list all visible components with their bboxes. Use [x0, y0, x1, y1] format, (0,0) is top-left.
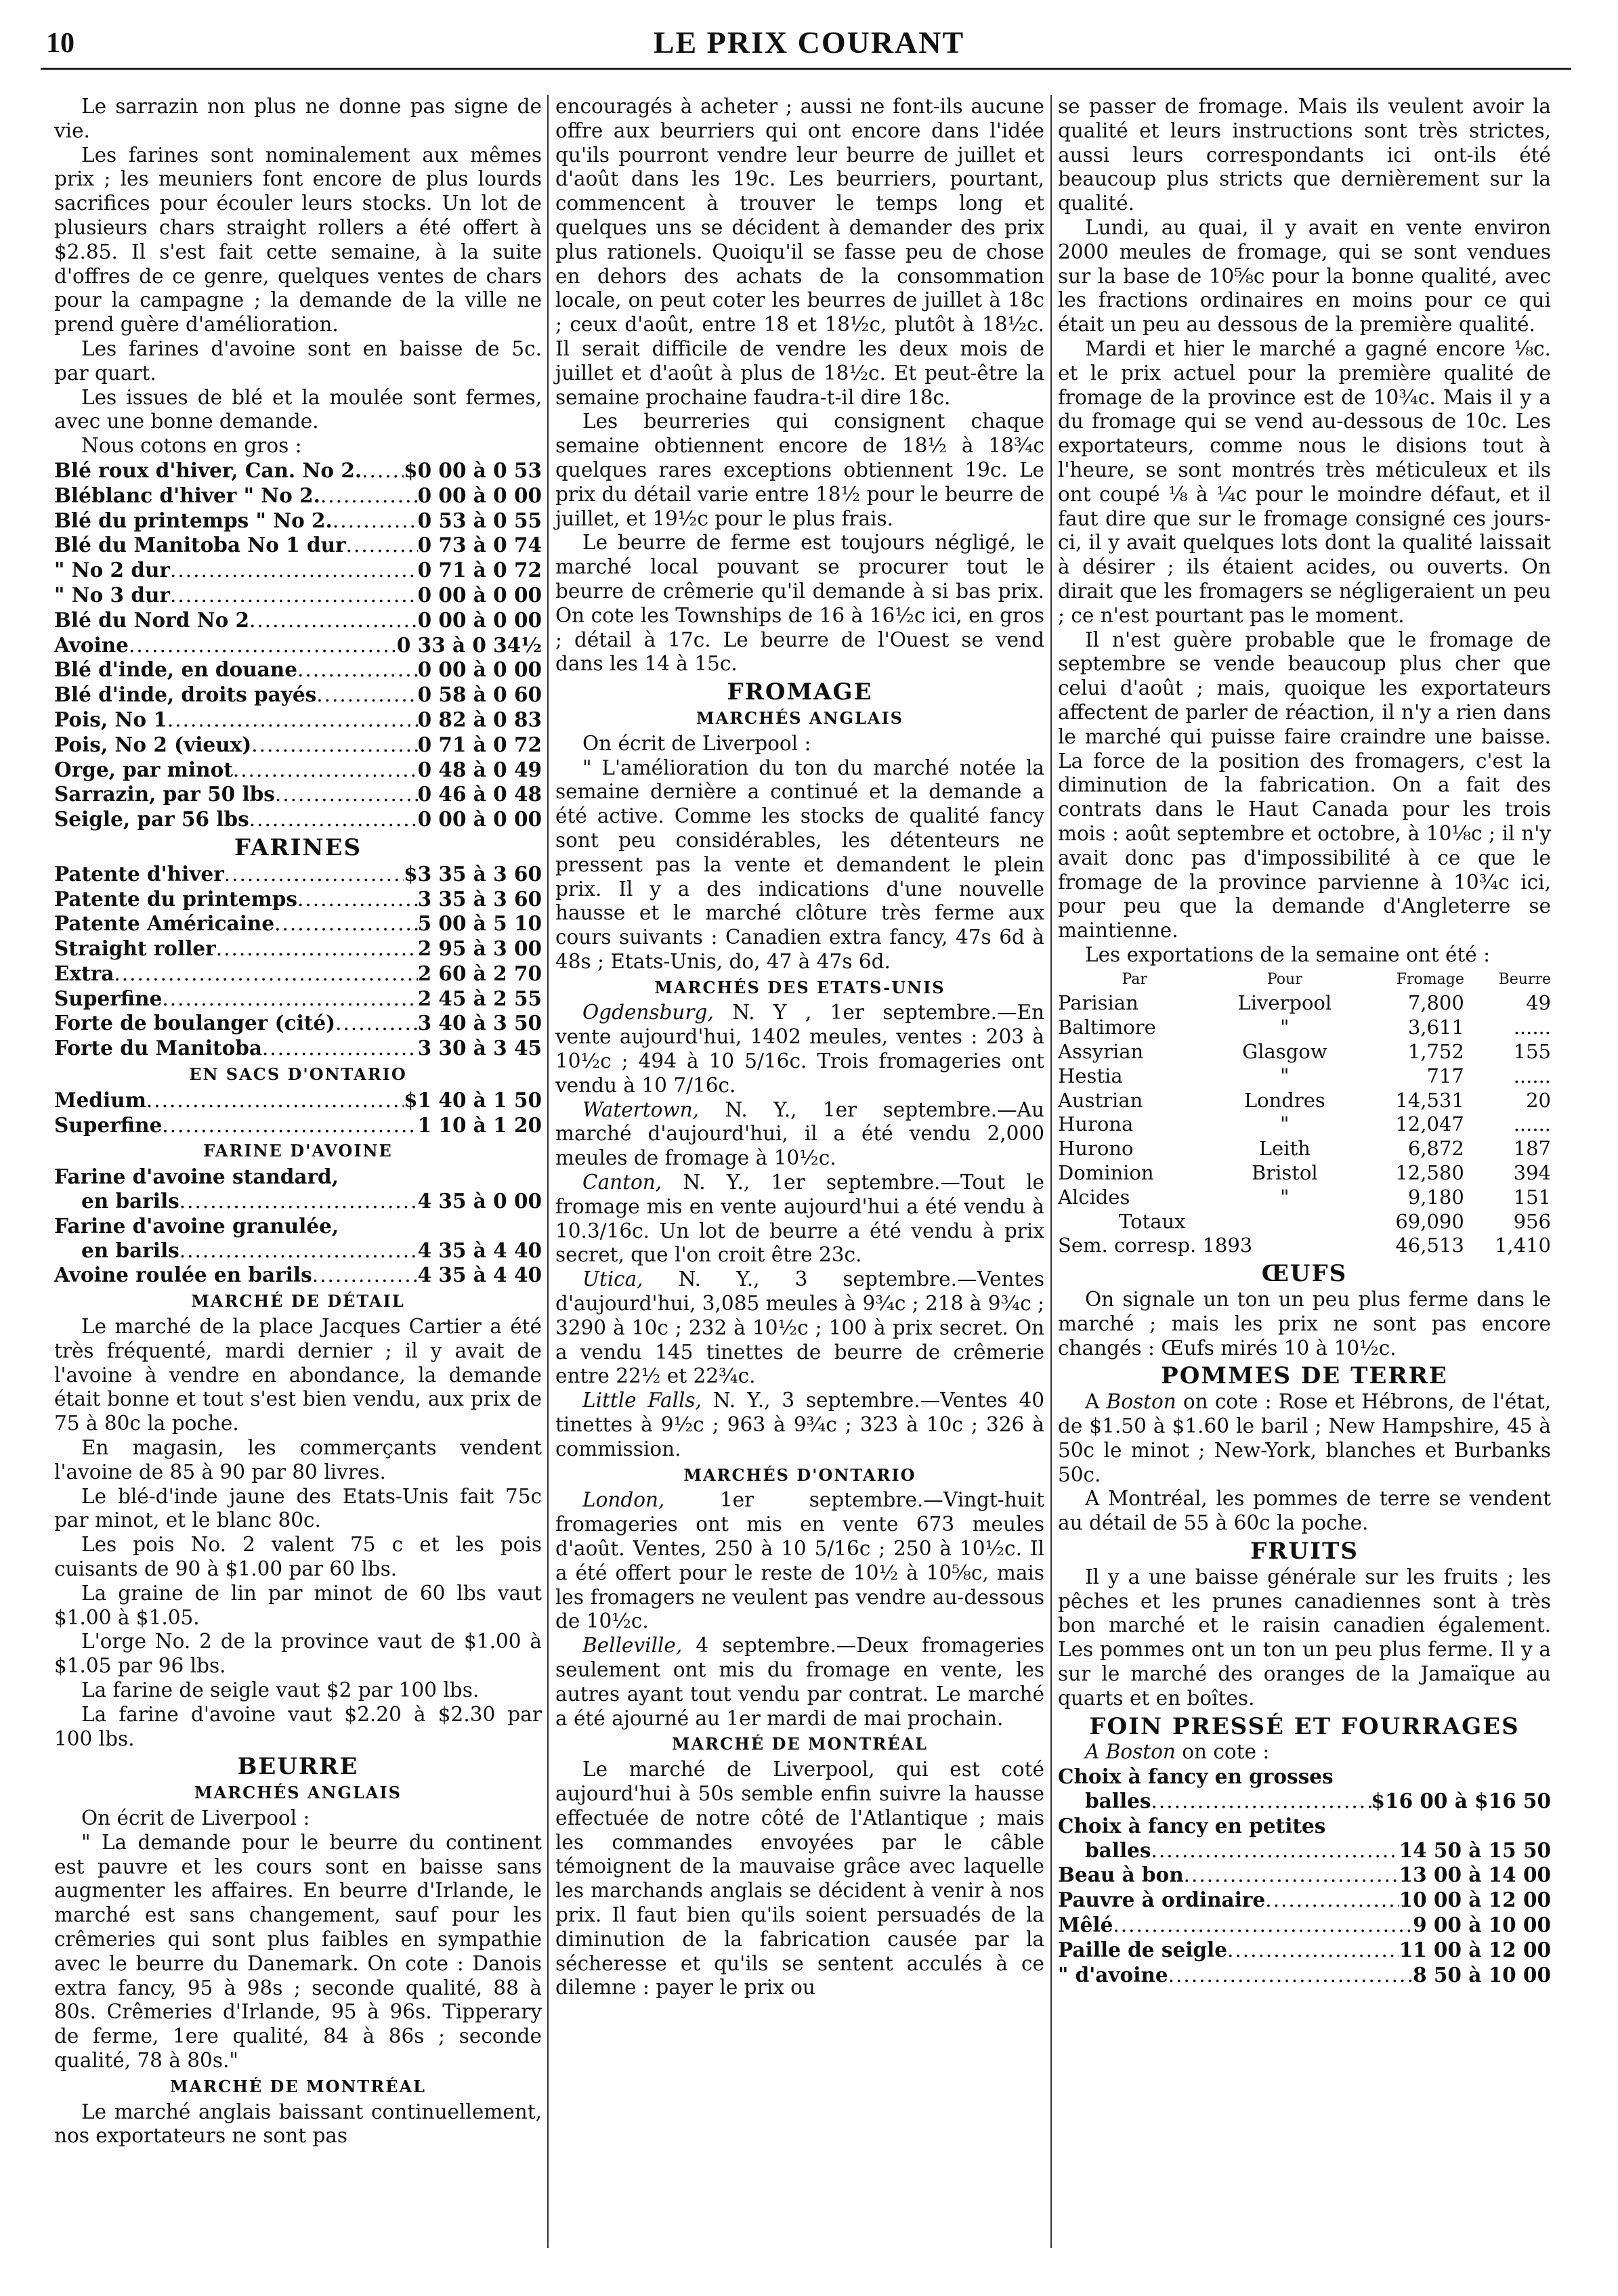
price-row — [54, 961, 542, 987]
column-2 — [555, 95, 1044, 2000]
section-heading: FROMAGE — [727, 678, 873, 706]
item-name: Patente Américaine — [54, 911, 275, 936]
item-name: balles — [1085, 1788, 1151, 1813]
sub-heading: MARCHÉ DE DÉTAIL — [191, 1291, 405, 1312]
price-row — [54, 911, 542, 936]
leader-dots — [262, 1037, 418, 1061]
table-row — [1058, 1040, 1551, 1064]
leader-dots — [297, 658, 418, 683]
price-value: 0 71 à 0 72 — [417, 732, 542, 756]
cell-pour: Leith — [1258, 1137, 1311, 1161]
leader-dots — [162, 1114, 417, 1138]
text: on cote : — [1175, 1740, 1270, 1764]
leader-dots — [162, 987, 417, 1012]
price-row — [54, 683, 542, 708]
price-row — [1058, 1938, 1551, 1963]
sub-heading: MARCHÉS ANGLAIS — [696, 708, 903, 728]
paragraph: La farine de seigle vaut $2 par 100 lbs. — [81, 1678, 480, 1702]
price-row — [54, 657, 542, 683]
totals-row — [1058, 1210, 1551, 1234]
price-row — [54, 508, 542, 534]
price-row — [54, 558, 542, 583]
paragraph: Mardi et hier le marché a gagné encore ⅛c. et le prix actuel pour la première qualité de fromage de la province est de 10¾c. Mais il y a du fromage qui se vend au-dessous de 10c. Les exportateurs, comme nous le disions tout à l'heure, se sont montrés très méticuleux et ils ont coupé ⅛ à ¼c pour le moindre défaut, et il faut dire que sur le fromage consigné ces jours-ci, il y avait quelques lots dont la qualité laissait à désirer ; ils étaient acides, ou ouverts. On dirait que les fromagers se négligeraient un peu ; ce n'est pourtant pas le moment. — [1058, 337, 1551, 627]
leader-dots — [1265, 1888, 1399, 1913]
paragraph: A Montréal, les pommes de terre se vendent au détail de 55 à 60c la poche. — [1058, 1487, 1551, 1535]
item-label: Farine d'avoine standard, — [54, 1165, 339, 1189]
item-name: Forte du Manitoba — [54, 1036, 263, 1060]
column-header: Par — [1122, 970, 1147, 988]
item-name: Orge, par minot — [54, 757, 233, 781]
cell-fromage: 12,580 — [1395, 1161, 1464, 1185]
price-value: 2 60 à 2 70 — [417, 961, 542, 985]
price-row — [54, 708, 542, 733]
price-value: 0 00 à 0 00 — [417, 807, 542, 831]
table-row — [1058, 1016, 1551, 1040]
price-value: 2 95 à 3 00 — [417, 936, 542, 961]
price-row — [54, 1238, 542, 1263]
price-row — [1058, 1888, 1551, 1913]
price-row — [1058, 1789, 1551, 1814]
price-value: 8 50 à 10 00 — [1413, 1962, 1551, 1987]
item-name: Patente d'hiver — [54, 861, 224, 886]
paragraph: Les beurreries qui consignent chaque semaine obtiennent encore de 18½ à 18¾c quelques rares exceptions obtiennent 19c. Le prix du détail varie entre 18½ pour le beurre de juillet, et 19½c pour le plus frais. — [555, 410, 1044, 530]
leader-dots — [167, 708, 418, 733]
item-name: " No 3 dur — [54, 582, 170, 607]
cell-par: Baltimore — [1058, 1016, 1156, 1039]
section-heading: BEURRE — [237, 1753, 359, 1781]
oat-flour-price-list — [54, 1165, 542, 1288]
item-name: Pauvre à ordinaire — [1058, 1888, 1266, 1912]
price-value: 0 71 à 0 72 — [417, 558, 542, 582]
leader-dots — [1227, 1938, 1399, 1963]
item-name: Blé du printemps " No 2. — [54, 508, 333, 532]
price-value: 4 35 à 0 00 — [417, 1189, 542, 1213]
price-value: 0 48 à 0 49 — [417, 757, 542, 781]
sub-heading: FARINE D'AVOINE — [203, 1141, 393, 1161]
leader-dots — [216, 937, 418, 961]
item-name: Seigle, par 56 lbs — [54, 807, 249, 831]
item-name: Straight roller — [54, 936, 216, 961]
cell-fromage: 7,800 — [1407, 991, 1464, 1015]
cell-par: Alcides — [1058, 1185, 1130, 1209]
item-label: Choix à fancy en petites — [1058, 1813, 1326, 1838]
cell-pour: Glasgow — [1242, 1040, 1327, 1064]
price-row — [54, 733, 542, 758]
column-3 — [1058, 95, 1551, 1987]
item-name: Patente du printemps — [54, 886, 298, 911]
price-value: 11 00 à 12 00 — [1399, 1937, 1551, 1962]
price-row — [1058, 1863, 1551, 1888]
paragraph — [1058, 1740, 1551, 1764]
place-name: A Boston — [1085, 1740, 1176, 1764]
cell-fromage: 9,180 — [1407, 1185, 1464, 1209]
leader-dots — [251, 733, 417, 758]
previous-year-label: Sem. corresp. 1893 — [1058, 1234, 1253, 1257]
cell-beurre: ...... — [1513, 1064, 1551, 1087]
previous-year-row — [1058, 1234, 1551, 1258]
price-row — [54, 1263, 542, 1288]
item-name: Blé roux d'hiver, Can. No 2. — [54, 458, 362, 482]
market-report — [555, 1171, 1044, 1268]
price-value: 0 58 à 0 60 — [417, 683, 542, 707]
report-text: 4 septembre.—Deux fromageries seulement ont mis du fromage en vente, les autres ayant tout vendu par contrat. Le marché a été ajourné au 1er mardi de mai prochain. — [555, 1634, 1044, 1730]
paragraph: Le beurre de ferme est toujours négligé, le marché local pouvant se procurer tout le beurre de crêmerie qu'il demande à si bas prix. On cote les Townships de 16 à 16½c ici, en gros ; détail à 17c. Le beurre de l'Ouest se vend dans les 14 à 15c. — [555, 531, 1044, 676]
cell-par: Hurona — [1058, 1112, 1134, 1136]
price-row — [54, 758, 542, 783]
price-value: 14 50 à 15 50 — [1399, 1838, 1551, 1862]
section-heading: FARINES — [234, 833, 362, 861]
price-value: 3 30 à 3 45 — [417, 1036, 542, 1060]
leader-dots — [249, 609, 418, 633]
cell-fromage: 14,531 — [1395, 1088, 1464, 1112]
price-row — [1058, 1838, 1551, 1863]
cell-par: Austrian — [1058, 1088, 1143, 1112]
price-row — [1058, 1913, 1551, 1938]
column-divider — [547, 95, 549, 2248]
leader-dots — [1184, 1863, 1399, 1888]
cell-beurre: 394 — [1513, 1161, 1551, 1185]
price-value: $16 00 à $16 50 — [1371, 1788, 1551, 1813]
market-report — [555, 1389, 1044, 1461]
cell-pour: Liverpool — [1237, 991, 1332, 1015]
report-text: N. Y , 1er septembre.—En vente aujourd'hui, 1402 meules, ventes : 203 à 10½c ; 494 à 10 5/16c. Trois fromageries ont vendu à 10 7/16c. — [555, 1001, 1044, 1097]
price-row — [54, 483, 542, 508]
leader-dots — [224, 863, 404, 887]
price-row — [54, 862, 542, 887]
item-label: Choix à fancy en grosses — [1058, 1764, 1334, 1789]
leader-dots — [320, 484, 418, 508]
hay-price-list — [1058, 1764, 1551, 1987]
retail-market-text — [54, 1315, 542, 1751]
item-name: Superfine — [54, 1112, 163, 1137]
table-row — [1058, 1161, 1551, 1186]
paragraph: encouragés à acheter ; aussi ne font-ils aucune offre aux beurriers qui ont encore dans l'idée qu'ils pourront vendre leur beurre de juillet et d'août dans les 19c. Les beurriers, pourtant, commencent à trouver le temps long et quelques uns se décident à demander des prix plus rationels. Quoiqu'il se fasse peu de chose en dehors des achats de la consommation locale, on peut coter les beurres de juillet à 18c ; ceux d'août, entre 18 et 18½c, plutôt à 18½c. Il serait difficile de vendre les deux mois de juillet et d'août à plus de 18½c. Et peut-être la semaine prochaine faudra-t-il dire 18c. — [555, 95, 1044, 409]
price-row — [54, 1036, 542, 1061]
previous-year-fromage: 46,513 — [1395, 1234, 1464, 1257]
leader-dots — [1151, 1839, 1399, 1863]
price-row — [54, 608, 542, 633]
price-value: 4 35 à 4 40 — [417, 1263, 542, 1287]
leader-dots — [233, 758, 418, 783]
page-title: LE PRIX COURANT — [653, 25, 965, 60]
price-value: 0 33 à 0 34½ — [396, 632, 542, 657]
item-name: Forte de boulanger (cité) — [54, 1011, 336, 1035]
paragraph: Les farines sont nominalement aux mêmes prix ; les meuniers font encore de plus lourds sacrifices pour écouler leurs stocks. Un lot de plusieurs chars straight rollers a été offert à $2.85. Il s'est fait cette semaine, à la suite d'offres de ce genre, quelques ventes de chars pour la campagne ; la demande de la ville ne prend guère d'amélioration. — [54, 143, 542, 337]
table-row — [1058, 1112, 1551, 1137]
paragraph: Le sarrazin non plus ne donne pas signe de vie. — [54, 95, 542, 142]
us-markets-list — [555, 1001, 1044, 1461]
sub-heading: MARCHÉ DE MONTRÉAL — [169, 2076, 427, 2096]
price-value: 1 10 à 1 20 — [417, 1112, 542, 1137]
paragraph: La graine de lin par minot de 60 lbs vaut $1.00 à $1.05. — [54, 1581, 542, 1629]
cell-par: Assyrian — [1058, 1040, 1144, 1064]
sub-heading: EN SACS D'ONTARIO — [189, 1064, 407, 1085]
price-row — [54, 936, 542, 961]
flour-price-list — [54, 862, 542, 1061]
paragraph: Lundi, au quai, il y avait en vente environ 2000 meules de fromage, qui se sont vendues sur la base de 10⅝c pour la bonne qualité, avec les fractions ordinaires en moins pour ce qui était un peu au dessous de la première qualité. — [1058, 215, 1551, 337]
paragraph: Le marché de Liverpool, qui est coté aujourd'hui à 50s semble enfin suivre la hausse effectuée de notre côté de l'Atlantique ; mais les commandes envoyées par le câble témoignent de la mauvaise grâce avec laquelle les marchands anglais se décident à venir à nos prix. Il faut bien qu'ils soient persuadés de la diminution de la fabrication causée par la sécheresse et qu'ils se sentent acculés à ce dilemne : payer le prix ou — [555, 1758, 1044, 1999]
cell-par: Hurono — [1058, 1137, 1134, 1161]
leader-dots — [1113, 1913, 1413, 1938]
cell-beurre: 151 — [1513, 1185, 1551, 1209]
paragraph: L'orge No. 2 de la province vaut de $1.00 à $1.05 par 96 lbs. — [54, 1630, 542, 1678]
totals-beurre: 956 — [1513, 1209, 1551, 1233]
cell-fromage: 3,611 — [1407, 1016, 1464, 1039]
item-name: balles — [1085, 1838, 1151, 1862]
previous-year-beurre: 1,410 — [1494, 1234, 1551, 1257]
item-name: Avoine roulée en barils — [54, 1263, 312, 1287]
table-row — [1058, 1186, 1551, 1210]
paragraph: On écrit de Liverpool : — [81, 1806, 310, 1829]
sub-heading: MARCHÉS ANGLAIS — [194, 1783, 402, 1803]
price-row — [54, 1088, 542, 1113]
item-label: Farine d'avoine granulée, — [54, 1213, 339, 1238]
paragraph: " L'amélioration du ton du marché notée la semaine dernière a continué et la demande a été active. Comme les stocks de qualité fancy sont peu considérables, les détenteurs ne pressent pas la vente et demandent le plein prix. Il y a des indications d'une nouvelle hausse et le marché clôture très ferme aux cours suivants : Canadien extra fancy, 47s 6d à 48s ; Etats-Unis, do, 47 à 47s 6d. — [555, 756, 1044, 973]
item-name: en barils — [81, 1238, 179, 1262]
place-name: Canton, — [582, 1171, 662, 1194]
price-value: 3 40 à 3 50 — [417, 1011, 542, 1035]
price-value: 0 00 à 0 00 — [417, 582, 542, 607]
cell-beurre: ...... — [1513, 1112, 1551, 1136]
cell-pour: Bristol — [1251, 1161, 1318, 1185]
column-divider — [1050, 95, 1052, 2248]
table-row — [1058, 1089, 1551, 1113]
price-value: 0 53 à 0 55 — [417, 508, 542, 532]
item-name: Blé d'inde, droits payés — [54, 683, 317, 707]
price-value: 3 35 à 3 60 — [417, 886, 542, 911]
report-text: N. Y., 3 septembre.—Ventes d'aujourd'hui, 3,085 meules à 9¾c ; 218 à 9¾c ; 3290 à 10c ; 232 à 10½c ; 100 à prix secret. On a vendu 145 tinettes de beurre de crêmerie entre 22½ et 22¾c. — [555, 1268, 1044, 1388]
price-row — [54, 807, 542, 832]
report-text: N. Y., 1er septembre.—Au marché d'aujourd'hui, il a été vendu 2,000 meules de fromage à 10½c. — [555, 1098, 1044, 1170]
price-value: 0 82 à 0 83 — [417, 707, 542, 731]
price-row — [54, 987, 542, 1012]
paragraph: On écrit de Liverpool : — [582, 731, 811, 755]
price-value: 0 46 à 0 48 — [417, 782, 542, 806]
sub-heading: MARCHÉS DES ETATS-UNIS — [654, 977, 945, 997]
report-text: N. Y., 1er septembre.—Tout le fromage mis en vente aujourd'hui a été vendu à 10.3/16c. Un lot de beurre a été vendu à prix secret, que l'on croit être 23c. — [555, 1171, 1044, 1267]
cell-beurre: 49 — [1526, 991, 1551, 1015]
market-report — [555, 1268, 1044, 1389]
leader-dots — [333, 509, 418, 534]
cell-beurre: 187 — [1513, 1137, 1551, 1161]
item-name: Blé du Nord No 2 — [54, 607, 250, 632]
paragraph: se passer de fromage. Mais ils veulent avoir la qualité et leurs instructions sont très strictes, aussi leurs correspondants ici ont-ils été beaucoup plus stricts que dernièrement sur la qualité. — [1058, 95, 1551, 215]
item-name: Pois, No 1 — [54, 707, 167, 731]
price-value: 0 00 à 0 00 — [417, 657, 542, 682]
grain-price-list — [54, 458, 542, 832]
report-text: N. Y., 3 septembre.—Ventes 40 tinettes à 9½c ; 963 à 9¾c ; 323 à 10c ; 326 à commission. — [555, 1389, 1044, 1460]
item-name: Blé du Manitoba No 1 dur — [54, 533, 346, 557]
text: on cote : Rose et Hébrons, de l'état, de $1.50 à $1.60 le baril ; New Hampshire, 45 à 50c le minot ; New-York, blanches et Burbanks 50c. — [1058, 1390, 1551, 1486]
price-value: 9 00 à 10 00 — [1413, 1912, 1551, 1936]
leader-dots — [170, 559, 418, 583]
item-name: Superfine — [54, 986, 163, 1010]
ontario-markets-list — [555, 1488, 1044, 1731]
cell-pour: " — [1280, 1064, 1290, 1087]
leader-dots — [362, 459, 404, 483]
paragraph: Le marché anglais baissant continuellement, nos exportateurs ne sont pas — [54, 2100, 542, 2148]
table-header-row — [1058, 968, 1551, 992]
leader-dots — [346, 534, 418, 558]
price-value: 5 00 à 5 10 — [417, 911, 542, 936]
place-name: Boston — [1106, 1390, 1176, 1414]
cell-fromage: 12,047 — [1395, 1112, 1464, 1136]
market-report — [555, 1634, 1044, 1731]
sacks-price-list — [54, 1088, 542, 1138]
paragraph: La farine d'avoine vaut $2.20 à $2.30 par 100 lbs. — [54, 1702, 542, 1750]
market-report — [555, 1001, 1044, 1098]
leader-dots — [179, 1190, 418, 1214]
paragraph: On signale un ton un peu plus ferme dans le marché ; mais les prix ne sont pas encore changés : Œufs mirés 10 à 10½c. — [1058, 1288, 1551, 1360]
price-row — [54, 887, 542, 912]
item-name: " No 2 dur — [54, 558, 170, 582]
item-name: en barils — [81, 1189, 179, 1213]
place-name: Watertown, — [582, 1098, 700, 1121]
totals-label: Totaux — [1119, 1209, 1186, 1233]
paragraph: En magasin, les commerçants vendent l'avoine de 85 à 90 par 80 livres. — [54, 1436, 542, 1483]
section-heading: ŒUFS — [1261, 1260, 1348, 1288]
column-1 — [54, 95, 542, 2148]
cell-par: Dominion — [1058, 1161, 1154, 1185]
cell-pour: Londres — [1243, 1088, 1325, 1112]
cell-pour: " — [1280, 1185, 1290, 1209]
price-value: $3 35 à 3 60 — [404, 861, 542, 886]
item-name: Pois, No 2 (vieux) — [54, 732, 252, 756]
item-name: Paille de seigle — [1058, 1937, 1228, 1962]
market-report — [555, 1098, 1044, 1171]
section-heading: POMMES DE TERRE — [1161, 1362, 1448, 1390]
leader-dots — [249, 808, 418, 832]
section-heading: FOIN PRESSÉ ET FOURRAGES — [1089, 1712, 1520, 1740]
price-row — [54, 633, 542, 658]
leader-dots — [274, 912, 418, 936]
text: A — [1085, 1390, 1107, 1414]
item-name: Avoine — [54, 632, 129, 657]
leader-dots — [1151, 1790, 1371, 1814]
item-name: Beau à bon — [1058, 1863, 1184, 1887]
leader-dots — [146, 1089, 404, 1113]
totals-fromage: 69,090 — [1395, 1209, 1464, 1233]
price-value: 0 73 à 0 74 — [417, 533, 542, 557]
paragraph — [1058, 1390, 1551, 1487]
price-value: 4 35 à 4 40 — [417, 1238, 542, 1262]
item-name: Blé d'inde, en douane — [54, 657, 297, 682]
leader-dots — [297, 888, 418, 912]
table-row — [1058, 1064, 1551, 1089]
paragraph: Nous cotons en gros : — [81, 434, 302, 458]
price-row — [54, 782, 542, 807]
leader-dots — [179, 1239, 418, 1263]
price-row — [54, 1113, 542, 1138]
place-name: Utica, — [582, 1268, 643, 1291]
price-row — [54, 583, 542, 608]
table-row — [1058, 1137, 1551, 1161]
sub-heading: MARCHÉS D'ONTARIO — [683, 1465, 916, 1485]
paragraph: Il n'est guère probable que le fromage de septembre se vende beaucoup plus cher que celui d'août ; mais, quoique les exportateurs affectent de parler de réaction, il n'y a rien dans le marché qui puisse faire craindre une baisse. La force de la position des fromagers, c'est la diminution de la fabrication. On a fait des contrats dans le Haut Canada pour les trois mois : août septembre et octobre, à 10⅛c ; il n'y avait donc pas d'impossibilité à ce que le fromage de la province parvienne à 10¾c ici, pour peu que la demande d'Angleterre se maintienne. — [1058, 628, 1551, 943]
price-row — [1058, 1963, 1551, 1988]
place-name: Ogdensburg, — [582, 1001, 714, 1024]
place-name: Little Falls, — [582, 1389, 702, 1412]
item-name: Mêlé — [1058, 1912, 1113, 1936]
column-header: Fromage — [1396, 970, 1464, 988]
paragraph: Les farines d'avoine sont en baisse de 5c. par quart. — [54, 337, 542, 385]
leader-dots — [1168, 1964, 1413, 1988]
page-number: 10 — [46, 28, 74, 59]
item-name: " d'avoine — [1058, 1962, 1168, 1987]
price-value: 13 00 à 14 00 — [1399, 1863, 1551, 1887]
leader-dots — [312, 1263, 418, 1288]
cell-beurre: ...... — [1513, 1016, 1551, 1039]
paragraph: Le marché de la place Jacques Cartier a été très fréquenté, mardi dernier ; il y avait de l'avoine à vendre en abondance, la demande était bonne et tout s'est bien vendu, aux prix de 75 à 80c la poche. — [54, 1315, 542, 1435]
cell-beurre: 155 — [1513, 1040, 1551, 1064]
leader-dots — [114, 962, 417, 987]
sub-heading: MARCHÉ DE MONTRÉAL — [671, 1734, 929, 1754]
cell-fromage: 717 — [1426, 1064, 1464, 1087]
cell-pour: " — [1280, 1016, 1290, 1039]
place-name: Belleville, — [582, 1634, 683, 1658]
price-value: 0 00 à 0 00 — [417, 483, 542, 507]
paragraph: Il y a une baisse générale sur les fruits ; les pêches et les prunes canadiennes sont à très bon marché et le raisin canadien également. Les pommes ont un ton un peu plus ferme. Il y a sur le marché des oranges de la Jamaïque au quarts et en boîtes. — [1058, 1565, 1551, 1710]
price-row — [54, 458, 542, 483]
price-value: $0 00 à 0 53 — [404, 458, 542, 482]
leader-dots — [275, 783, 418, 807]
price-value: 2 45 à 2 55 — [417, 986, 542, 1010]
exports-table — [1058, 968, 1551, 1259]
price-value: $1 40 à 1 50 — [404, 1087, 542, 1112]
header-rule — [41, 68, 1571, 70]
paragraph: Les exportations de la semaine ont été : — [1085, 943, 1491, 966]
cell-beurre: 20 — [1526, 1088, 1551, 1112]
item-name: Extra — [54, 961, 114, 985]
place-name: London, — [582, 1488, 665, 1512]
price-row — [54, 533, 542, 558]
cell-par: Hestia — [1058, 1064, 1123, 1087]
paragraph: " La demande pour le beurre du continent est pauvre et les cours sont en baisse sans augmenter les affaires. En beurre d'Irlande, le marché est sans changement, sauf pour les crêmeries qui sont plus faibles en sympathie avec le beurre du Danemark. On cote : Danois extra fancy, 95 à 98s ; seconde qualité, 88 à 80s. Crêmeries d'Irlande, 95 à 96s. Tipperary de ferme, 1ere qualité, 84 à 86s ; seconde qualité, 78 à 80s." — [54, 1830, 542, 2072]
cell-fromage: 1,752 — [1407, 1040, 1464, 1064]
leader-dots — [129, 634, 397, 658]
table-row — [1058, 991, 1551, 1016]
item-name: Bléblanc d'hiver " No 2. — [54, 483, 320, 507]
cell-pour: " — [1280, 1112, 1290, 1136]
column-header: Beurre — [1498, 970, 1551, 988]
price-row — [54, 1189, 542, 1214]
price-value: 10 00 à 12 00 — [1399, 1888, 1551, 1912]
price-row — [54, 1011, 542, 1036]
leader-dots — [335, 1012, 418, 1036]
paragraph: Le blé-d'inde jaune des Etats-Unis fait 75c par minot, et le blanc 80c. — [54, 1484, 542, 1532]
paragraph: Les issues de blé et la moulée sont fermes, avec une bonne demande. — [54, 385, 542, 433]
market-report — [555, 1488, 1044, 1634]
section-heading: FRUITS — [1250, 1538, 1359, 1565]
cell-par: Parisian — [1058, 991, 1138, 1015]
column-header: Pour — [1266, 970, 1302, 988]
cell-fromage: 6,872 — [1407, 1137, 1464, 1161]
leader-dots — [170, 584, 418, 608]
item-name: Medium — [54, 1087, 146, 1112]
leader-dots — [316, 683, 417, 708]
item-name: Sarrazin, par 50 lbs — [54, 782, 275, 806]
paragraph: Les pois No. 2 valent 75 c et les pois cuisants de 90 à $1.00 par 60 lbs. — [54, 1533, 542, 1581]
report-text: 1er septembre.—Vingt-huit fromageries ont mis en vente 673 meules d'août. Ventes, 250 à 10 5/16c ; 250 à 10½c. Il a été offert pour le reste de 10½ à 10⅝c, mais les fromagers ne veulent pas vendre au-dessous de 10½c. — [555, 1488, 1044, 1633]
price-value: 0 00 à 0 00 — [417, 607, 542, 632]
